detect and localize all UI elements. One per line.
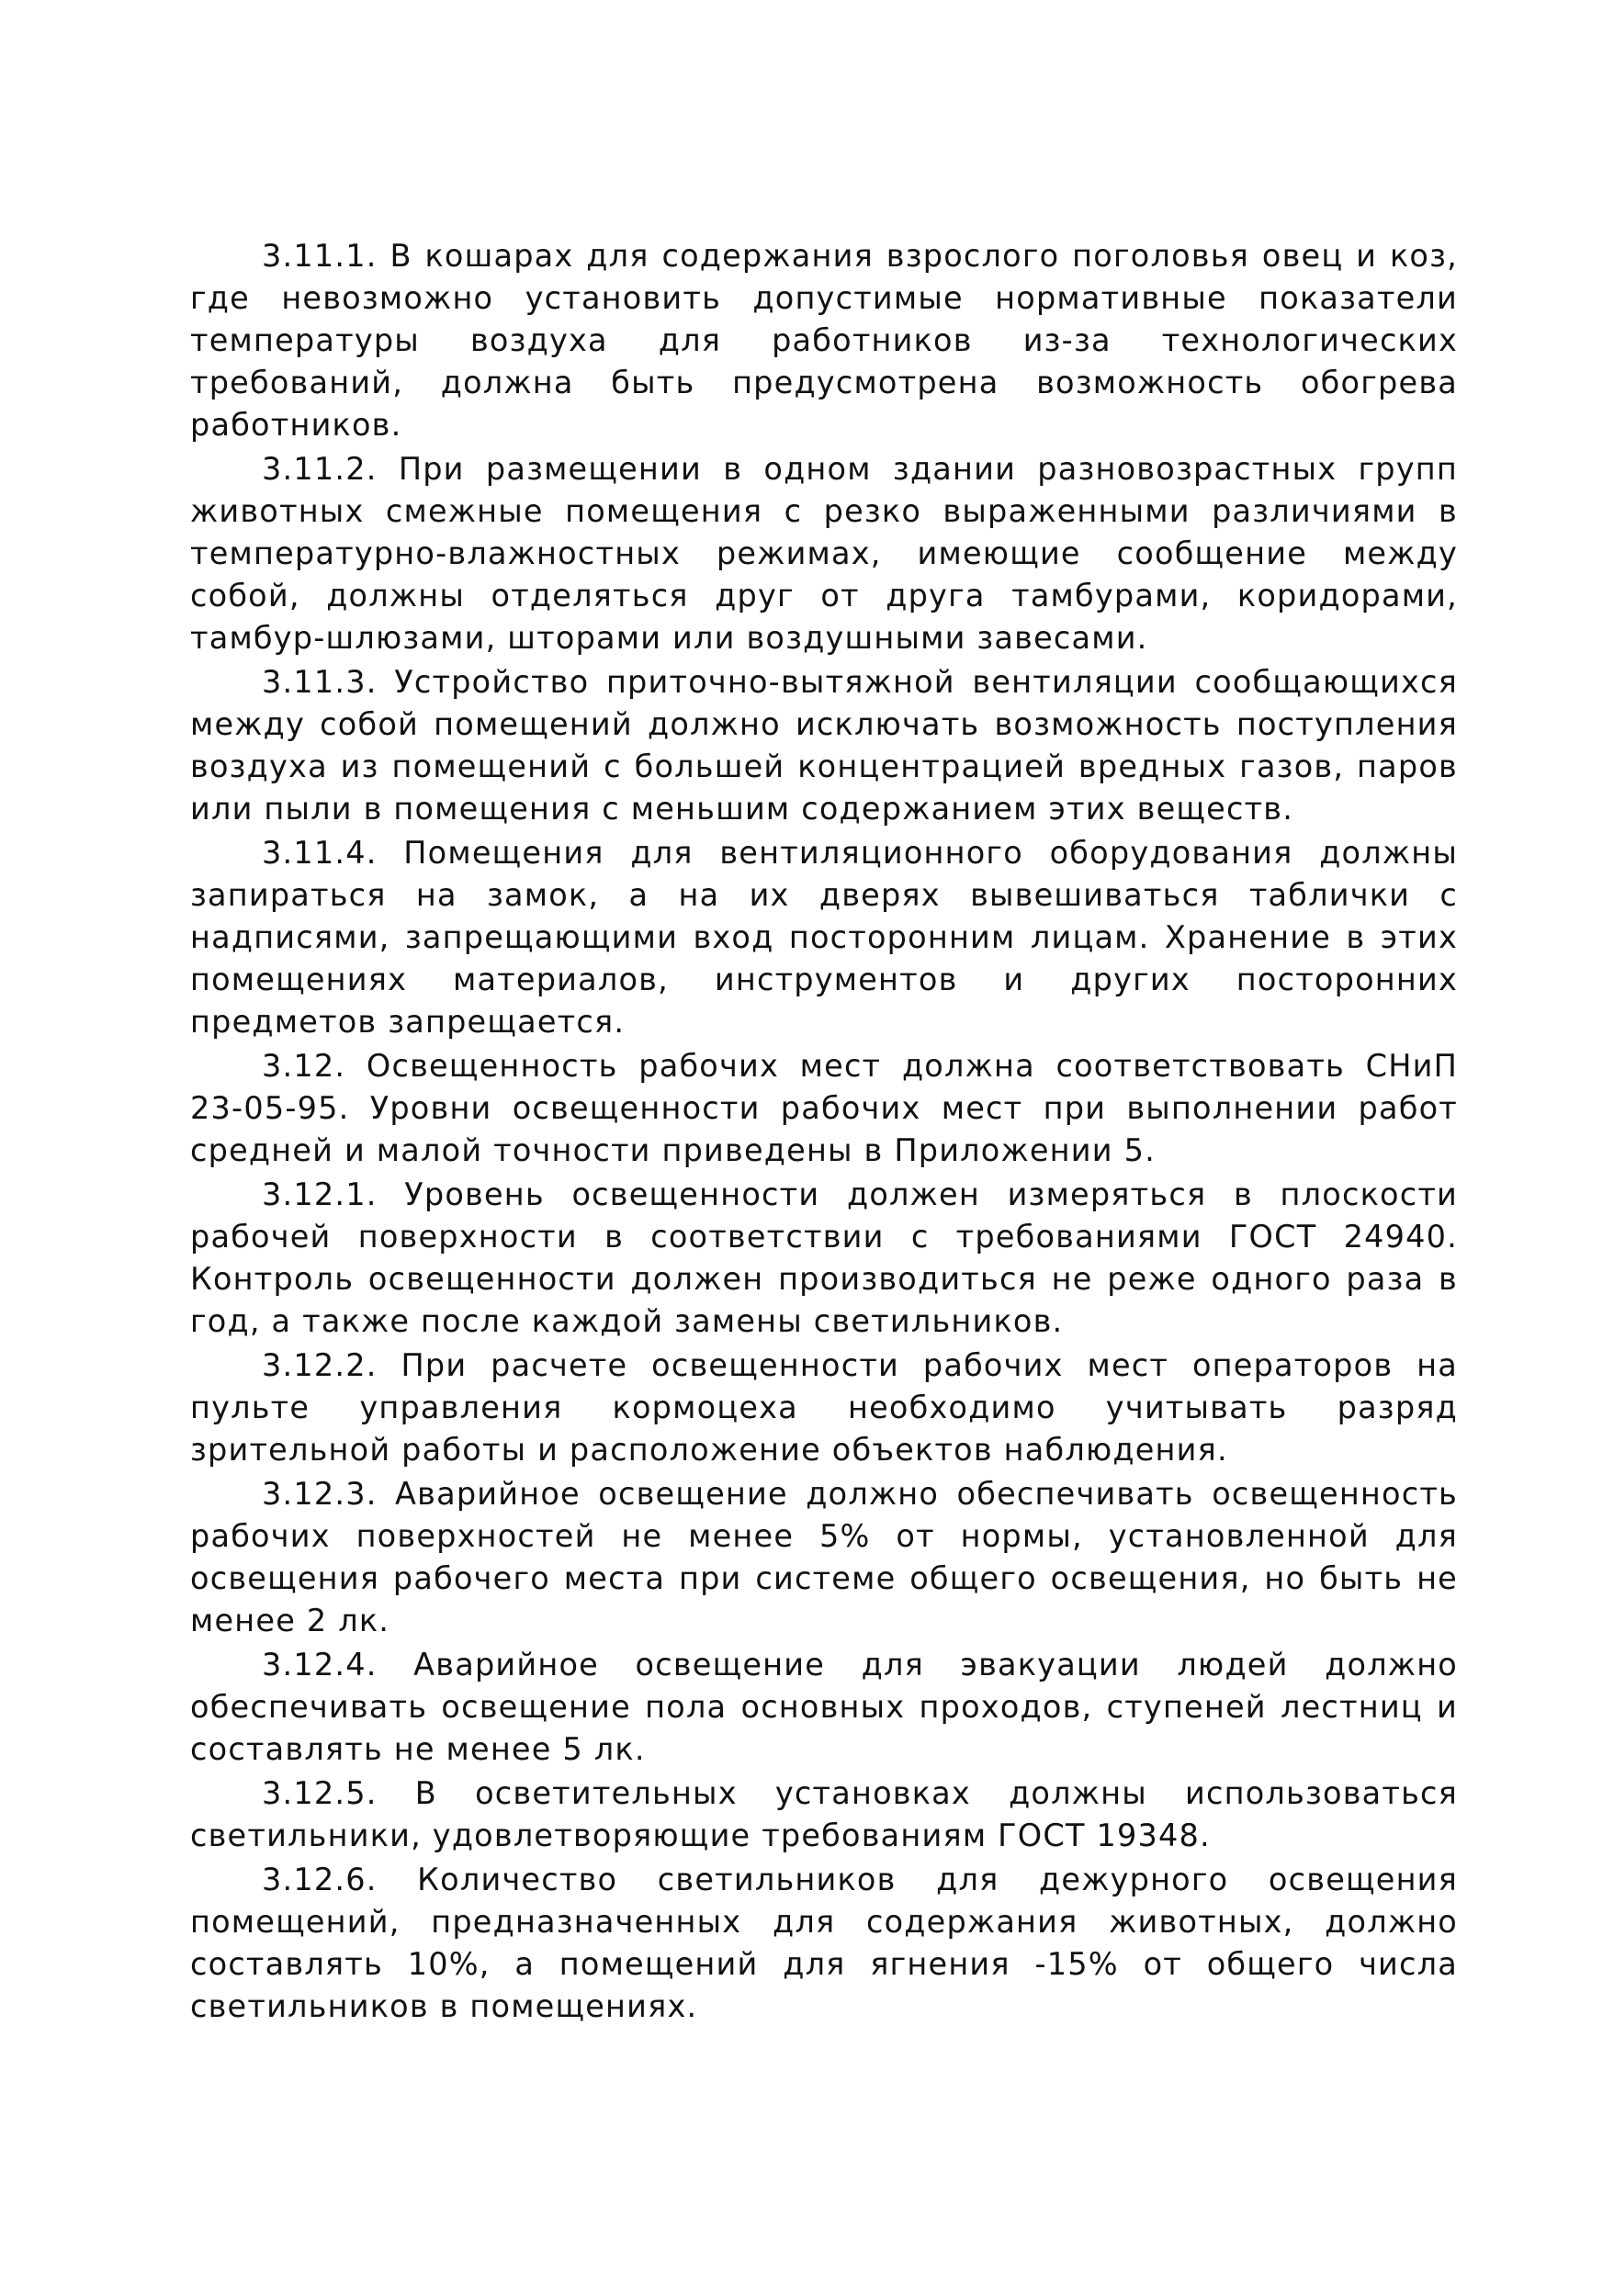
document-body [190,235,1458,2030]
paragraph-3-11-4: 3.11.4. Помещения для вентиляционного оборудования должны запираться на замок, а на их дверях вывешиваться таблички с надписями, запрещающими вход посторонним лицам. Хранение в этих помещениях материалов, инструментов и других посторонних предметов запрещается. [190,835,1458,1040]
paragraph-3-11-1: 3.11.1. В кошарах для содержания взрослого поголовья овец и коз, где невозможно установить допустимые нормативные показатели температуры воздуха для работников из-за технологических требований, должна быть предусмотрена возможность обогрева работников. [190,238,1458,443]
paragraph-3-11-2: 3.11.2. При размещении в одном здании разновозрастных групп животных смежные помещения с резко выраженными различиями в температурно-влажностных режимах, имеющие сообщение между собой, должны отделяться друг от друга тамбурами, коридорами, тамбур-шлюзами, шторами или воздушными завесами. [190,451,1458,656]
paragraph-3-12: 3.12. Освещенность рабочих мест должна соответствовать СНиП 23-05-95. Уровни освещенности рабочих мест при выполнении работ средней и малой точности приведены в Приложении 5. [190,1048,1458,1168]
paragraph-3-12-1: 3.12.1. Уровень освещенности должен измеряться в плоскости рабочей поверхности в соответствии с требованиями ГОСТ 24940. Контроль освещенности должен производиться не реже одного раза в год, а также после каждой замены светильников. [190,1176,1458,1339]
paragraph-3-11-3: 3.11.3. Устройство приточно-вытяжной вентиляции сообщающихся между собой помещений должно исключать возможность поступления воздуха из помещений с большей концентрацией вредных газов, паров или пыли в помещения с меньшим содержанием этих веществ. [190,664,1458,827]
paragraph-3-12-4: 3.12.4. Аварийное освещение для эвакуации людей должно обеспечивать освещение пола основных проходов, ступеней лестниц и составлять не менее 5 лк. [190,1647,1458,1767]
paragraph-3-12-5: 3.12.5. В осветительных установках должны использоваться светильники, удовлетворяющие требованиям ГОСТ 19348. [190,1775,1458,1853]
paragraph-3-12-2: 3.12.2. При расчете освещенности рабочих мест операторов на пульте управления кормоцеха необходимо учитывать разряд зрительной работы и расположение объектов наблюдения. [190,1347,1458,1468]
paragraph-3-12-3: 3.12.3. Аварийное освещение должно обеспечивать освещенность рабочих поверхностей не менее 5% от нормы, установленной для освещения рабочего места при системе общего освещения, но быть не менее 2 лк. [190,1476,1458,1638]
paragraph-3-12-6: 3.12.6. Количество светильников для дежурного освещения помещений, предназначенных для содержания животных, должно составлять 10%, а помещений для ягнения -15% от общего числа светильников в помещениях. [190,1862,1458,2024]
